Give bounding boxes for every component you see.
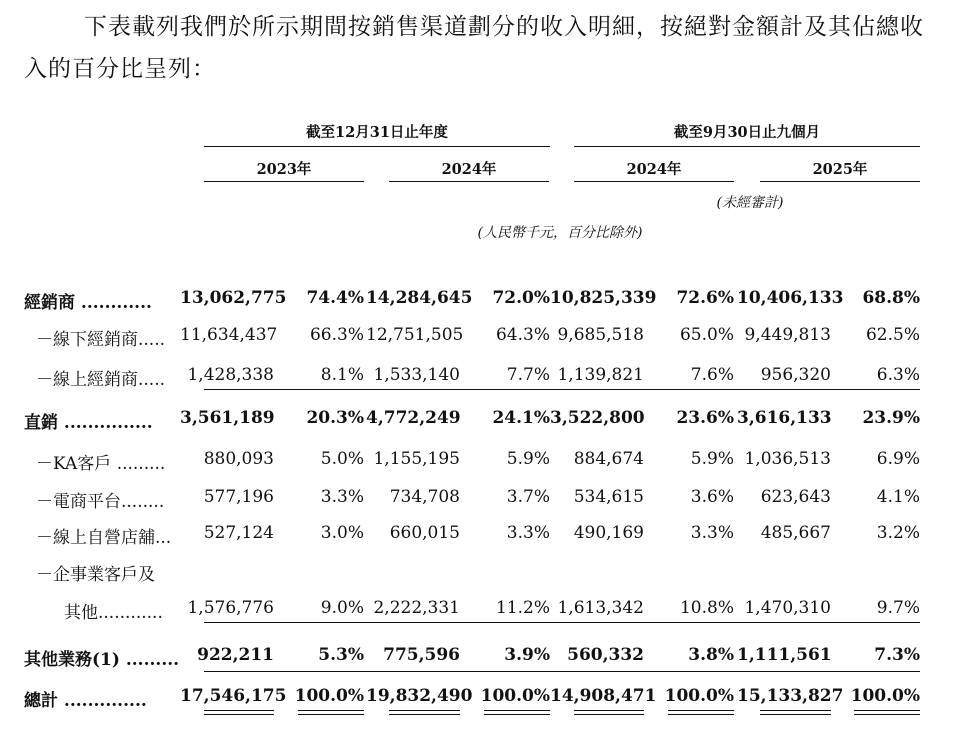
table-cell: 74.4% — [306, 288, 364, 308]
total-top-line — [204, 671, 920, 672]
subtotal-underline — [204, 389, 920, 390]
table-cell: 3,561,189 — [180, 408, 275, 428]
row-label-direct-sales: 直銷 ............... — [24, 413, 153, 433]
row-label-ecommerce-platforms: －電商平台........ — [36, 492, 165, 512]
intro-paragraph: 下表載列我們於所示期間按銷售渠道劃分的收入明細，按絕對金額計及其佔總收入的百分比呈列： — [24, 14, 924, 82]
table-cell: 884,674 — [573, 449, 644, 469]
table-cell: 623,643 — [760, 487, 831, 507]
table-cell: 534,615 — [573, 487, 644, 507]
table-cell: 10,406,133 — [737, 288, 844, 308]
table-cell: 3.6% — [690, 487, 734, 507]
table-cell: 72.6% — [676, 288, 734, 308]
table-cell: 9,685,518 — [557, 325, 644, 345]
table-cell: 5.9% — [506, 449, 550, 469]
table-cell: 1,111,561 — [737, 645, 832, 665]
table-cell: 72.0% — [492, 288, 550, 308]
table-cell: 775,596 — [383, 645, 460, 665]
row-label-total: 總計 .............. — [24, 691, 147, 711]
table-cell: 560,332 — [567, 645, 644, 665]
year-header-2025: 2025年 — [812, 161, 868, 178]
row-label-ka-customers: －KA客戶 ......... — [36, 454, 166, 474]
table-cell: 3,616,133 — [737, 408, 832, 428]
table-cell: 17,546,175 — [180, 686, 287, 706]
table-cell: 1,428,338 — [187, 365, 274, 385]
year-underline-2024-annual — [389, 181, 549, 182]
table-cell: 5.0% — [320, 449, 364, 469]
table-cell: 8.1% — [320, 365, 364, 385]
total-double-underline — [760, 710, 831, 715]
table-cell: 3.9% — [504, 645, 550, 665]
table-cell: 5.9% — [690, 449, 734, 469]
table-cell: 3.8% — [688, 645, 734, 665]
table-cell: 20.3% — [306, 408, 364, 428]
year-header-2024-nine-months: 2024年 — [626, 161, 682, 178]
total-double-underline — [574, 710, 644, 715]
table-cell: 4,772,249 — [366, 408, 461, 428]
table-cell: 3.3% — [690, 523, 734, 543]
year-underline-2023 — [204, 181, 364, 182]
table-cell: 13,062,775 — [180, 288, 287, 308]
table-cell: 3.7% — [506, 487, 550, 507]
table-cell: 23.6% — [676, 408, 734, 428]
table-cell: 6.3% — [876, 365, 920, 385]
table-cell: 23.9% — [862, 408, 920, 428]
group-header-nine-months: 截至9月30日止九個月 — [673, 124, 821, 141]
table-cell: 3.0% — [320, 523, 364, 543]
year-header-2023: 2023年 — [256, 161, 312, 178]
table-cell: 14,284,645 — [366, 288, 473, 308]
group-header-annual: 截至12月31日止年度 — [306, 124, 448, 141]
table-cell: 3,522,800 — [550, 408, 645, 428]
table-cell: 527,124 — [203, 523, 274, 543]
table-cell: 660,015 — [389, 523, 460, 543]
table-cell: 68.8% — [862, 288, 920, 308]
table-cell: 9.0% — [320, 598, 364, 618]
total-double-underline — [204, 710, 274, 715]
year-underline-2025 — [760, 181, 920, 182]
table-cell: 5.3% — [318, 645, 364, 665]
table-cell: 3.3% — [320, 487, 364, 507]
row-label-other-businesses: 其他業務(1) ......... — [24, 650, 180, 670]
row-label-distributors: 經銷商 ............ — [24, 293, 152, 313]
table-cell: 7.7% — [506, 365, 550, 385]
total-double-underline — [484, 710, 550, 715]
table-cell: 4.1% — [876, 487, 920, 507]
table-cell: 15,133,827 — [737, 686, 844, 706]
row-label-online-distributors: －線上經銷商..... — [36, 370, 166, 390]
row-label-others: 其他............ — [64, 603, 163, 623]
table-cell: 9,449,813 — [744, 325, 831, 345]
table-cell: 577,196 — [203, 487, 274, 507]
table-cell: 490,169 — [573, 523, 644, 543]
table-cell: 100.0% — [294, 686, 364, 706]
table-cell: 7.6% — [690, 365, 734, 385]
table-cell: 6.9% — [876, 449, 920, 469]
table-cell: 10,825,339 — [550, 288, 657, 308]
table-cell: 3.3% — [506, 523, 550, 543]
table-cell: 62.5% — [865, 325, 920, 345]
total-double-underline — [854, 710, 920, 715]
total-double-underline — [298, 710, 364, 715]
year-header-2024-annual: 2024年 — [441, 161, 497, 178]
table-cell: 2,222,331 — [373, 598, 460, 618]
table-cell: 880,093 — [203, 449, 274, 469]
table-cell: 100.0% — [480, 686, 550, 706]
table-cell: 956,320 — [760, 365, 831, 385]
table-cell: 14,908,471 — [550, 686, 657, 706]
table-cell: 1,139,821 — [557, 365, 644, 385]
table-cell: 734,708 — [389, 487, 460, 507]
year-underline-2024-nine-months — [574, 181, 734, 182]
table-cell: 3.2% — [876, 523, 920, 543]
unit-note: (人民幣千元，百分比除外) — [477, 225, 643, 241]
table-cell: 1,576,776 — [187, 598, 274, 618]
table-cell: 10.8% — [679, 598, 734, 618]
table-cell: 1,036,513 — [744, 449, 831, 469]
row-label-offline-distributors: －線下經銷商..... — [36, 330, 166, 350]
table-cell: 11.2% — [495, 598, 550, 618]
group-underline-annual — [204, 146, 550, 147]
table-cell: 65.0% — [679, 325, 734, 345]
table-cell: 485,667 — [760, 523, 831, 543]
table-cell: 922,211 — [197, 645, 274, 665]
total-double-underline — [389, 710, 460, 715]
subtotal-underline — [204, 622, 920, 623]
table-cell: 1,470,310 — [744, 598, 831, 618]
row-label-enterprise-customers: －企事業客戶及 — [36, 565, 155, 585]
row-label-self-operated-stores: －線上自營店舖... — [36, 528, 172, 548]
table-cell: 66.3% — [309, 325, 364, 345]
table-cell: 19,832,490 — [366, 686, 473, 706]
table-cell: 7.3% — [874, 645, 920, 665]
table-cell: 1,155,195 — [373, 449, 460, 469]
table-cell: 12,751,505 — [366, 325, 464, 345]
table-cell: 1,533,140 — [373, 365, 460, 385]
group-underline-nine-months — [574, 146, 920, 147]
table-cell: 11,634,437 — [180, 325, 278, 345]
table-cell: 1,613,342 — [557, 598, 644, 618]
table-cell: 100.0% — [664, 686, 734, 706]
total-double-underline — [668, 710, 734, 715]
table-cell: 64.3% — [495, 325, 550, 345]
unaudited-note: (未經審計) — [716, 195, 784, 211]
table-cell: 100.0% — [850, 686, 920, 706]
table-cell: 9.7% — [876, 598, 920, 618]
table-cell: 24.1% — [492, 408, 550, 428]
